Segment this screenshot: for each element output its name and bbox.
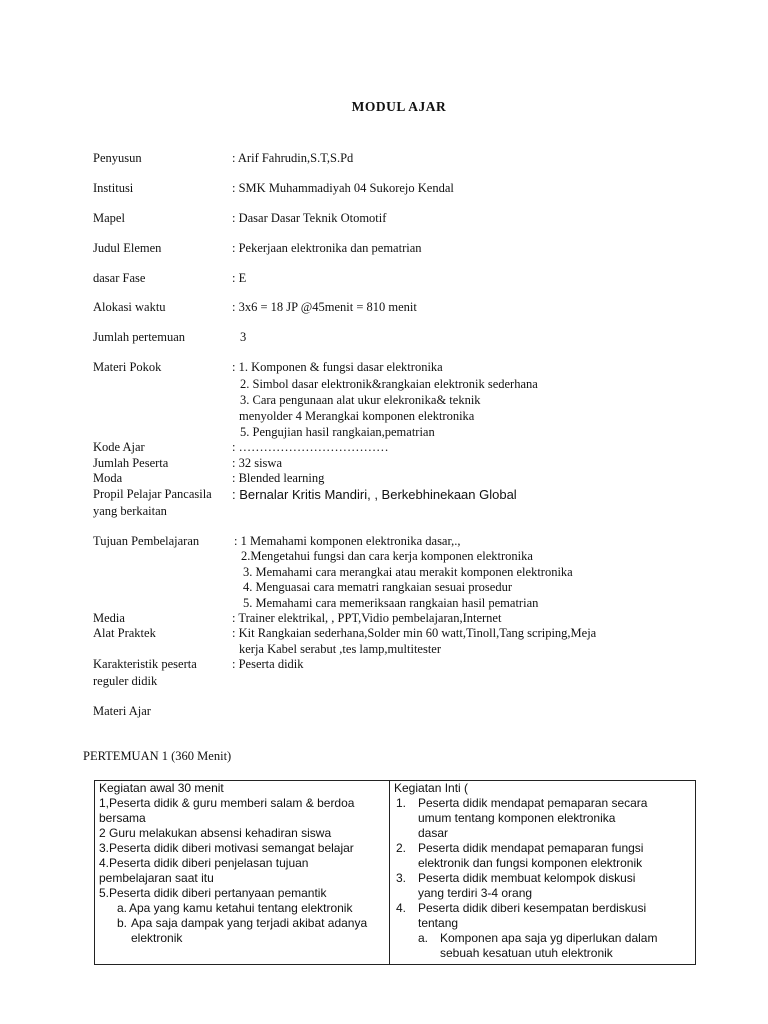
list-item bbox=[117, 916, 385, 946]
list-item-text bbox=[418, 901, 646, 931]
list-item-text-line: tentang bbox=[418, 916, 459, 930]
kegiatan-inti-list bbox=[394, 796, 691, 931]
materi-pokok-label: Materi Pokok bbox=[93, 360, 162, 374]
list-item-text-line: elektronik bbox=[131, 931, 183, 945]
materi-pokok-line: 3. Cara pengunaan alat ukur elekronika& teknik bbox=[240, 393, 481, 407]
karakteristik-value: : Peserta didik bbox=[232, 657, 304, 671]
tujuan-line: : 1 Memahami komponen elektronika dasar,., bbox=[234, 534, 461, 548]
list-marker: a. bbox=[117, 901, 128, 915]
materi-pokok-line: 2. Simbol dasar elektronik&rangkaian elektronik sederhana bbox=[240, 377, 538, 391]
karakteristik-label-cont: reguler didik bbox=[93, 674, 158, 688]
list-number: 2. bbox=[396, 841, 407, 855]
list-item-text bbox=[418, 796, 647, 841]
list-item-text-line: yang terdiri 3-4 orang bbox=[418, 886, 533, 900]
kode-ajar-value: : ……………………………… bbox=[232, 440, 389, 454]
list-item-text bbox=[418, 841, 643, 871]
list-item-text-line: Apa saja dampak yang terjadi akibat adanya bbox=[131, 916, 368, 930]
activity-table bbox=[94, 780, 696, 965]
propil-label-cont: yang berkaitan bbox=[93, 504, 167, 518]
list-number: 3. bbox=[396, 871, 407, 885]
list-item-text-line: Peserta didik diberi kesempatan berdiskusi bbox=[418, 901, 647, 915]
list-item-text bbox=[418, 871, 635, 901]
list-item-text bbox=[440, 931, 657, 961]
list-item-text-line: elektronik dan fungsi komponen elektronik bbox=[418, 856, 643, 870]
karakteristik-label: Karakteristik peserta bbox=[93, 657, 197, 671]
field-label-institusi: Institusi bbox=[93, 181, 134, 195]
list-item-text bbox=[131, 916, 367, 946]
field-label-judul-elemen: Judul Elemen bbox=[93, 241, 162, 255]
field-value-institusi: : SMK Muhammadiyah 04 Sukorejo Kendal bbox=[232, 181, 454, 195]
list-marker: a. bbox=[418, 931, 429, 945]
list-item-text-line: sebuah kesatuan utuh elektronik bbox=[440, 946, 613, 960]
list-number: 1. bbox=[396, 796, 407, 810]
list-item-text-line: Peserta didik mendapat pemaparan fungsi bbox=[418, 841, 644, 855]
list-item-text-line: dasar bbox=[418, 826, 449, 840]
alat-value-cont: kerja Kabel serabut ,tes lamp,multitester bbox=[239, 642, 442, 656]
list-item-text-line: Peserta didik mendapat pemaparan secara bbox=[418, 796, 648, 810]
field-value-fase: : E bbox=[232, 271, 247, 285]
list-item bbox=[394, 796, 691, 841]
media-value: : Trainer elektrikal, , PPT,Vidio pembelajaran,Internet bbox=[232, 611, 502, 625]
tujuan-line: 5. Memahami cara memeriksaan rangkaian hasil pematrian bbox=[243, 596, 539, 610]
kegiatan-awal-header: Kegiatan awal 30 menit bbox=[99, 781, 224, 795]
materi-pokok-line: menyolder 4 Merangkai komponen elektronika bbox=[239, 409, 475, 423]
list-item bbox=[394, 841, 691, 871]
kegiatan-awal-line: 3.Peserta didik diberi motivasi semangat belajar bbox=[99, 841, 354, 855]
alat-value: : Kit Rangkaian sederhana,Solder min 60 watt,Tinoll,Tang scriping,Meja bbox=[232, 626, 597, 640]
field-value-judul-elemen: : Pekerjaan elektronika dan pematrian bbox=[232, 241, 422, 255]
kegiatan-awal-line: bersama bbox=[99, 811, 146, 825]
field-value-alokasi-waktu: : 3x6 = 18 JP @45menit = 810 menit bbox=[232, 300, 417, 314]
list-item-text-line: Komponen apa saja yg diperlukan dalam bbox=[440, 931, 658, 945]
jumlah-peserta-value: : 32 siswa bbox=[232, 456, 282, 470]
kegiatan-inti-cell bbox=[390, 781, 696, 965]
pertemuan-heading: PERTEMUAN 1 (360 Menit) bbox=[83, 749, 232, 763]
alat-label: Alat Praktek bbox=[93, 626, 156, 640]
field-value-mapel: : Dasar Dasar Teknik Otomotif bbox=[232, 211, 387, 225]
list-item bbox=[394, 901, 691, 931]
moda-value: : Blended learning bbox=[232, 471, 325, 485]
kegiatan-awal-cell bbox=[95, 781, 390, 965]
jumlah-peserta-label: Jumlah Peserta bbox=[93, 456, 169, 470]
list-marker: b. bbox=[117, 916, 128, 930]
list-item bbox=[117, 901, 385, 916]
kegiatan-awal-line: 5.Peserta didik diberi pertanyaan pemantik bbox=[99, 886, 327, 900]
tujuan-label: Tujuan Pembelajaran bbox=[93, 534, 200, 548]
list-item bbox=[394, 931, 691, 961]
list-item-text-line: Peserta didik membuat kelompok diskusi bbox=[418, 871, 636, 885]
kegiatan-awal-line: 2 Guru melakukan absensi kehadiran siswa bbox=[99, 826, 332, 840]
field-value-penyusun: : Arif Fahrudin,S.T,S.Pd bbox=[232, 151, 354, 165]
list-item-text: Apa yang kamu ketahui tentang elektronik bbox=[129, 901, 353, 915]
field-value-jumlah-pertemuan: 3 bbox=[240, 330, 247, 344]
propil-label: Propil Pelajar Pancasila bbox=[93, 487, 212, 501]
page-title: MODUL AJAR bbox=[351, 99, 447, 114]
field-label-penyusun: Penyusun bbox=[93, 151, 142, 165]
moda-label: Moda bbox=[93, 471, 123, 485]
pertanyaan-pemantik-list bbox=[99, 901, 385, 946]
materi-pokok-line: 5. Pengujian hasil rangkaian,pematrian bbox=[240, 425, 435, 439]
kode-ajar-label: Kode Ajar bbox=[93, 440, 145, 454]
list-item-text-line: umum tentang komponen elektronika bbox=[418, 811, 616, 825]
kegiatan-awal-line: 4.Peserta didik diberi penjelasan tujuan bbox=[99, 856, 309, 870]
field-label-fase: dasar Fase bbox=[93, 271, 146, 285]
materi-ajar-label: Materi Ajar bbox=[93, 704, 151, 718]
field-label-jumlah-pertemuan: Jumlah pertemuan bbox=[93, 330, 185, 344]
tujuan-line: 3. Memahami cara merangkai atau merakit komponen elektronika bbox=[243, 565, 573, 579]
tujuan-line: 4. Menguasai cara mematri rangkaian sesuai prosedur bbox=[243, 580, 512, 594]
kegiatan-awal-line: pembelajaran saat itu bbox=[99, 871, 214, 885]
list-number: 4. bbox=[396, 901, 407, 915]
field-label-mapel: Mapel bbox=[93, 211, 125, 225]
propil-value: : Bernalar Kritis Mandiri, , Berkebhinekaan Global bbox=[232, 487, 517, 502]
field-label-alokasi-waktu: Alokasi waktu bbox=[93, 300, 166, 314]
tujuan-line: 2.Mengetahui fungsi dan cara kerja komponen elektronika bbox=[241, 549, 533, 563]
kegiatan-awal-line: 1,Peserta didik & guru memberi salam & berdoa bbox=[99, 796, 355, 810]
list-item bbox=[394, 871, 691, 901]
media-label: Media bbox=[93, 611, 125, 625]
materi-pokok-line: : 1. Komponen & fungsi dasar elektronika bbox=[232, 360, 443, 374]
kegiatan-inti-header: Kegiatan Inti ( bbox=[394, 781, 469, 795]
